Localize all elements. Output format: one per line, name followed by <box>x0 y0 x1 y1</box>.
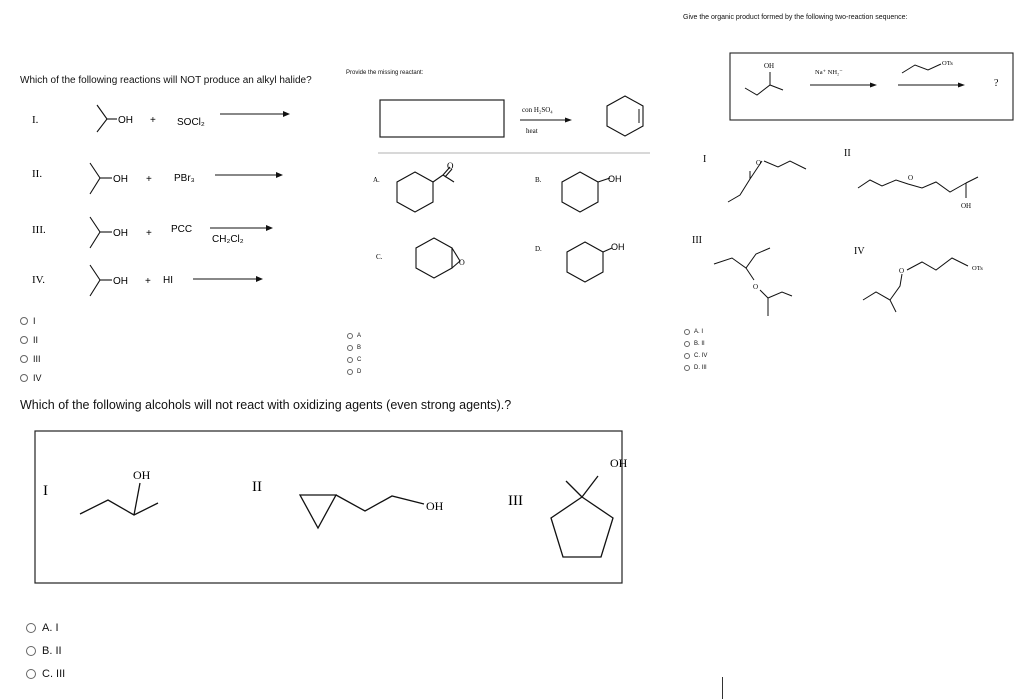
question-4-options <box>26 616 65 685</box>
row-numeral: III. <box>32 224 46 236</box>
structures-box <box>35 431 622 583</box>
question-3-options <box>684 326 707 374</box>
reagent-label: con H₂SO₄ <box>522 106 553 114</box>
question-mark: ? <box>994 78 999 89</box>
option-b[interactable]: B. II <box>26 639 65 662</box>
reaction-row-1 <box>32 105 290 132</box>
cyclohexane-ring <box>567 242 603 282</box>
option-b[interactable]: B. II <box>684 338 707 350</box>
question-1-title: Which of the following reactions will NOT produce an alkyl halide? <box>20 75 312 86</box>
oh-label: OH <box>113 276 128 287</box>
choice-letter: C. <box>376 253 383 261</box>
oh-label: OH <box>764 62 775 70</box>
choice-letter: B. <box>535 176 542 184</box>
ots-label: OTs <box>942 60 953 67</box>
reagent-1-label: Na⁺ NH₂⁻ <box>815 69 843 76</box>
bond <box>966 177 978 183</box>
cyclohexane-ring <box>562 172 598 212</box>
option-d[interactable]: D. III <box>684 362 707 374</box>
arrow-head <box>283 111 290 117</box>
question-1-options <box>20 311 42 387</box>
arrow-head <box>256 276 263 282</box>
isopropyl-skeleton <box>90 217 100 248</box>
radio-button[interactable] <box>26 623 36 633</box>
reaction-row-3 <box>32 217 273 248</box>
ots-label: OTs <box>972 265 983 272</box>
radio-button[interactable] <box>347 357 353 363</box>
question-3-title: Give the organic product formed by the following two-reaction sequence: <box>683 14 908 21</box>
question-3-diagram <box>670 30 1024 330</box>
arrow-head <box>565 118 572 123</box>
radio-button[interactable] <box>684 353 690 359</box>
option-d[interactable]: D <box>347 366 361 378</box>
bond <box>746 268 754 280</box>
radio-button[interactable] <box>20 374 28 382</box>
question-2-options <box>347 330 361 378</box>
choice-iv <box>854 246 983 312</box>
choice-numeral: IV <box>854 246 865 257</box>
condition-label: CH₂Cl₂ <box>212 234 244 245</box>
oh-label: OH <box>426 499 444 513</box>
bond <box>728 161 762 202</box>
bond <box>714 248 770 268</box>
cyclohexane-ring <box>397 172 433 212</box>
radio-button[interactable] <box>26 646 36 656</box>
oh-label: OH <box>133 468 151 482</box>
choice-i <box>703 154 806 202</box>
oxygen-label: O <box>459 258 465 267</box>
oh-label: OH <box>961 202 972 210</box>
structure-numeral: I <box>43 483 48 499</box>
oh-label: OH <box>113 174 128 185</box>
isopropyl-skeleton <box>97 105 107 132</box>
choice-numeral: III <box>692 235 702 246</box>
oh-label: OH <box>611 242 625 252</box>
radio-button[interactable] <box>684 365 690 371</box>
oh-label: OH <box>113 228 128 239</box>
choice-b <box>535 172 622 212</box>
option-i[interactable]: I <box>20 311 42 330</box>
choice-letter: A. <box>373 176 380 184</box>
structure-numeral: III <box>508 493 523 509</box>
oxygen-label: O <box>753 283 759 291</box>
cyclohexane-ring <box>416 238 452 278</box>
oxygen-label: O <box>908 174 914 182</box>
question-1-reactions <box>0 90 340 300</box>
cyclohexene-product <box>607 96 643 136</box>
choice-numeral: I <box>703 154 707 165</box>
bond <box>443 175 454 182</box>
question-4-diagram <box>30 428 630 593</box>
reagent-label: PCC <box>171 224 193 235</box>
reagent-label: SOCl₂ <box>177 117 205 128</box>
choice-numeral: II <box>844 148 851 159</box>
reagent-label: HI <box>163 275 173 286</box>
radio-button[interactable] <box>347 333 353 339</box>
text-cursor <box>722 677 723 699</box>
question-2-diagram <box>340 90 670 290</box>
option-c[interactable]: C <box>347 354 361 366</box>
condition-label: heat <box>526 127 538 135</box>
oh-label: OH <box>608 174 622 184</box>
option-b[interactable]: B <box>347 342 361 354</box>
bond <box>863 274 902 300</box>
bond <box>890 300 896 312</box>
plus-sign: + <box>146 174 152 185</box>
arrow-head <box>266 225 273 231</box>
row-numeral: II. <box>32 168 43 180</box>
row-numeral: I. <box>32 114 39 126</box>
plus-sign: + <box>150 115 156 126</box>
option-a[interactable]: A. I <box>26 616 65 639</box>
bond <box>907 258 968 270</box>
option-a[interactable]: A <box>347 330 361 342</box>
isopropyl-skeleton <box>90 163 100 194</box>
bond <box>764 161 806 169</box>
option-c[interactable]: C. IV <box>684 350 707 362</box>
option-iv[interactable]: IV <box>20 368 42 387</box>
bond <box>433 175 443 182</box>
radio-button[interactable] <box>347 345 353 351</box>
radio-button[interactable] <box>684 329 690 335</box>
option-ii[interactable]: II <box>20 330 42 349</box>
oxygen-label: O <box>756 159 762 167</box>
plus-sign: + <box>146 228 152 239</box>
row-numeral: IV. <box>32 274 45 286</box>
question-2-title: Provide the missing reactant: <box>346 70 424 76</box>
reaction-row-2 <box>32 163 283 194</box>
reagent-label: PBr₃ <box>174 173 195 184</box>
oh-label: OH <box>610 456 628 470</box>
radio-button[interactable] <box>684 341 690 347</box>
option-a[interactable]: A. I <box>684 326 707 338</box>
plus-sign: + <box>145 276 151 287</box>
choice-d <box>535 242 625 282</box>
choice-a <box>373 161 454 212</box>
isopropyl-skeleton <box>90 265 100 296</box>
oh-label: OH <box>118 115 133 126</box>
arrow-head <box>276 172 283 178</box>
oxygen-label: O <box>447 161 454 171</box>
radio-button[interactable] <box>20 355 28 363</box>
radio-button[interactable] <box>20 317 28 325</box>
option-iii[interactable]: III <box>20 349 42 368</box>
oxygen-label: O <box>899 267 905 275</box>
choice-ii <box>844 148 978 210</box>
radio-button[interactable] <box>26 669 36 679</box>
bond <box>760 290 792 298</box>
radio-button[interactable] <box>20 336 28 344</box>
reaction-row-4 <box>32 265 263 296</box>
question-4-title: Which of the following alcohols will not react with oxidizing agents (even strong agents).? <box>20 398 512 412</box>
choice-iii <box>692 235 792 316</box>
structure-numeral: II <box>252 479 262 495</box>
choice-letter: D. <box>535 245 542 253</box>
choice-c <box>376 238 465 278</box>
radio-button[interactable] <box>347 369 353 375</box>
option-c[interactable]: C. III <box>26 662 65 685</box>
missing-reactant-box[interactable] <box>380 100 504 137</box>
